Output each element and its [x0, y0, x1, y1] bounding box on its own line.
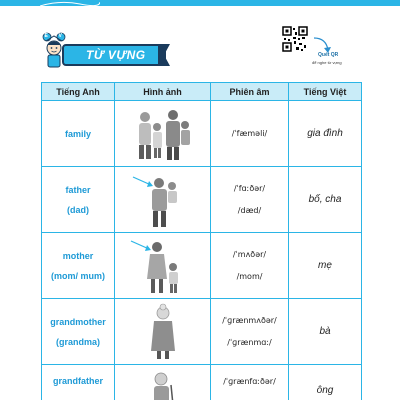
ipa-cell [211, 365, 289, 400]
banner-wave-decoration [40, 0, 100, 6]
english-cell [42, 233, 115, 299]
vietnamese-cell [289, 365, 362, 400]
mother-illustration [123, 237, 203, 295]
english-cell [42, 299, 115, 365]
vocabulary-table [41, 82, 362, 400]
image-cell [115, 233, 211, 299]
english-alt-word: (mom/ mum) [51, 270, 105, 281]
table-row [42, 101, 362, 167]
ipa-cell [211, 299, 289, 365]
vietnamese-word: bố, cha [308, 194, 342, 205]
ipa-text: /ˈmʌðər/ [232, 249, 267, 259]
family-illustration [123, 105, 203, 163]
image-cell [115, 167, 211, 233]
table-row [42, 365, 362, 400]
father-illustration [123, 171, 203, 229]
qr-code-icon[interactable] [282, 26, 308, 52]
english-alt-word: (grandma) [55, 336, 100, 347]
table-header-row [42, 83, 362, 101]
header-image: Hình ảnh [115, 83, 211, 101]
ipa-text: /ˈfæməli/ [231, 128, 268, 138]
english-alt-word: (dad) [67, 204, 89, 215]
grandmother-illustration [123, 303, 203, 361]
section-header [40, 32, 360, 82]
english-cell [42, 101, 115, 167]
mascot-letter-e: E [44, 33, 48, 39]
ipa-text: /ˈɡrænmʌðər/ [222, 315, 277, 325]
vietnamese-word: gia đình [307, 128, 343, 139]
ipa-cell [211, 101, 289, 167]
header-vietnamese: Tiếng Việt [289, 83, 362, 101]
badge-tail-decoration [158, 44, 170, 66]
vietnamese-cell [289, 299, 362, 365]
english-word: father [65, 184, 91, 195]
table-row [42, 233, 362, 299]
table-row [42, 299, 362, 365]
header-english: Tiếng Anh [42, 83, 115, 101]
vietnamese-word: bà [319, 326, 331, 337]
qr-sublabel: để nghe từ vựng [312, 60, 342, 65]
ipa-alt-text: /mom/ [236, 271, 263, 281]
grandfather-illustration [123, 371, 203, 400]
mascot-letter-v: V [58, 33, 62, 39]
english-cell [42, 365, 115, 400]
vietnamese-word: mẹ [318, 260, 332, 271]
section-title-badge: TỪ VỰNG [62, 44, 166, 66]
image-cell [115, 299, 211, 365]
ipa-cell [211, 233, 289, 299]
english-word: mother [62, 250, 94, 261]
ipa-alt-text: /ˈɡrænmɑː/ [227, 337, 272, 347]
vietnamese-cell [289, 167, 362, 233]
table-row [42, 167, 362, 233]
english-word: grandfather [52, 376, 103, 386]
qr-label: Quét QR [318, 52, 339, 58]
english-cell [42, 167, 115, 233]
ipa-alt-text: /dæd/ [237, 205, 262, 215]
vietnamese-cell [289, 233, 362, 299]
header-ipa: Phiên âm [211, 83, 289, 101]
image-cell [115, 365, 211, 400]
english-word: grandmother [50, 316, 106, 327]
vietnamese-cell [289, 101, 362, 167]
ipa-text: /ˈfɑːðər/ [233, 183, 266, 193]
ipa-cell [211, 167, 289, 233]
ipa-text: /ˈɡrænfɑːðər/ [223, 377, 276, 386]
image-cell [115, 101, 211, 167]
vietnamese-word: ông [316, 384, 334, 396]
english-word: family [64, 128, 91, 139]
